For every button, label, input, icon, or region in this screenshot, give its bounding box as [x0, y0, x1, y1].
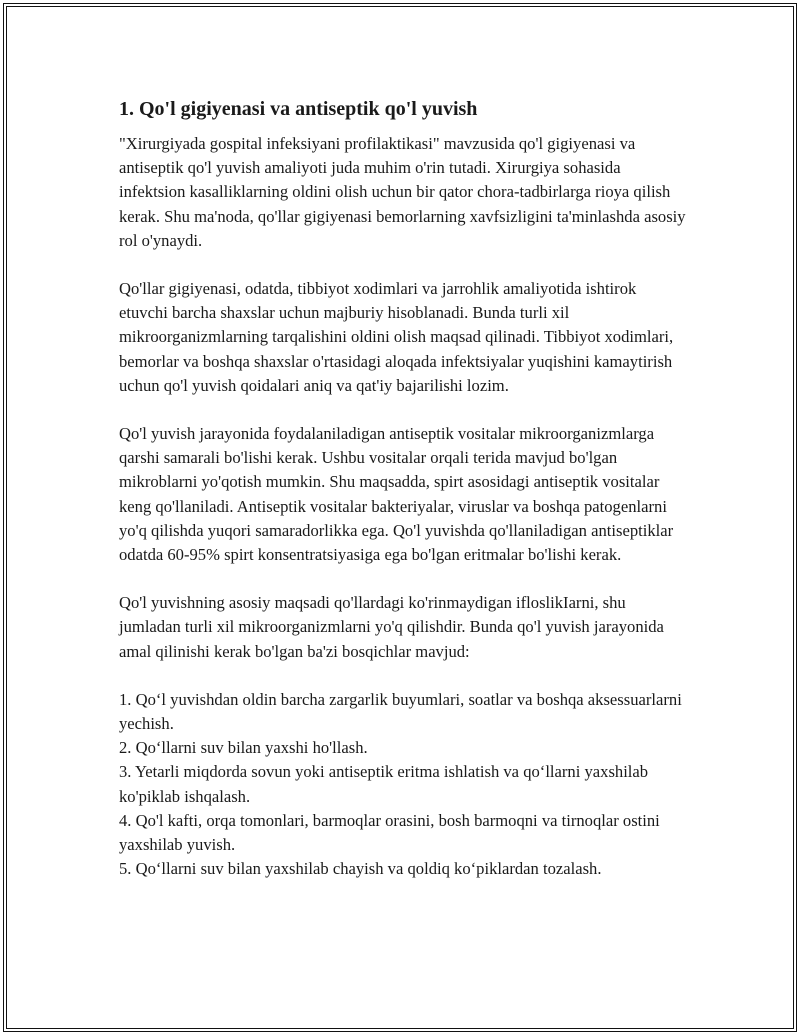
list-item: 2. Qo‘llarni suv bilan yaxshi ho'llash. [119, 738, 368, 758]
list-item: 3. Yetarli miqdorda sovun yoki antiseptik eritma ishlatish va qo‘llarni yaxshilab ko'piklab ishqalash. [119, 762, 649, 806]
document-page [3, 3, 797, 1032]
section-heading: 1. Qo'l gigiyenasi va antiseptik qo'l yuvish [119, 98, 478, 120]
paragraph: Qo'llar gigiyenasi, odatda, tibbiyot xodimlari va jarrohlik amaliyotida ishtirok etuvchi barcha shaxslar uchun majburiy hisoblanadi. Bunda turli xil mikroorganizmlarning tarqalishini oldini olish maqsad qilinadi. Tibbiyot xodimlari, bemorlar va boshqa shaxslar o'rtasidagi aloqada infektsiyalar yuqishini kamaytirish uchun qo'l yuvish qoidalari aniq va qat'iy bajarilishi lozim. [119, 279, 674, 395]
list-item: 1. Qo‘l yuvishdan oldin barcha zargarlik buyumlari, soatlar va boshqa aksessuarlarni yechish. [119, 689, 682, 734]
paragraph: "Xirurgiyada gospital infeksiyani profilaktikasi" mavzusida qo'l gigiyenasi va antiseptik qo'l yuvish amaliyoti juda muhim o'rin tutadi. Xirurgiya sohasida infektsion kasalliklarning oldini olish uchun bir qator chora-tadbirlarga rioya qilish kerak. Shu ma'noda, qo'llar gigiyenasi bemorlarning xavfsizligini ta'minlashda asosiy rol o'ynaydi. [119, 134, 686, 250]
list-item: 5. Qo‘llarni suv bilan yaxshilab chayish va qoldiq ko‘piklardan tozalash. [119, 859, 602, 879]
document-body [119, 96, 689, 881]
paragraph: Qo'l yuvish jarayonida foydalaniladigan antiseptik vositalar mikroorganizmlarga qarshi samarali bo'lishi kerak. Ushbu vositalar orqali terida mavjud bo'lgan mikroblarni yo'qotish mumkin. Shu maqsadda, spirt asosidagi antiseptik vositalar keng qo'llaniladi. Antiseptik vositalar bakteriyalar, viruslar va boshqa patogenlarni yo'q qilishda yuqori samaradorlikka ega. Qo'l yuvishda qo'llaniladigan antiseptiklar odatda 60-95% spirt konsentratsiyasiga ega bo'lgan eritmalar bo'lishi kerak. [119, 424, 674, 565]
list-item: 4. Qo'l kafti, orqa tomonlari, barmoqlar orasini, bosh barmoqni va tirnoqlar ostini yaxshilab yuvish. [119, 810, 660, 855]
paragraph: Qo'l yuvishning asosiy maqsadi qo'llardagi ko'rinmaydigan ifloslikIarni, shu jumladan turli xil mikroorganizmlarni yo'q qilishdir. Bunda qo'l yuvish jarayonida amal qilinishi kerak bo'lgan ba'zi bosqichlar mavjud: [119, 593, 664, 661]
steps-list [119, 688, 689, 882]
